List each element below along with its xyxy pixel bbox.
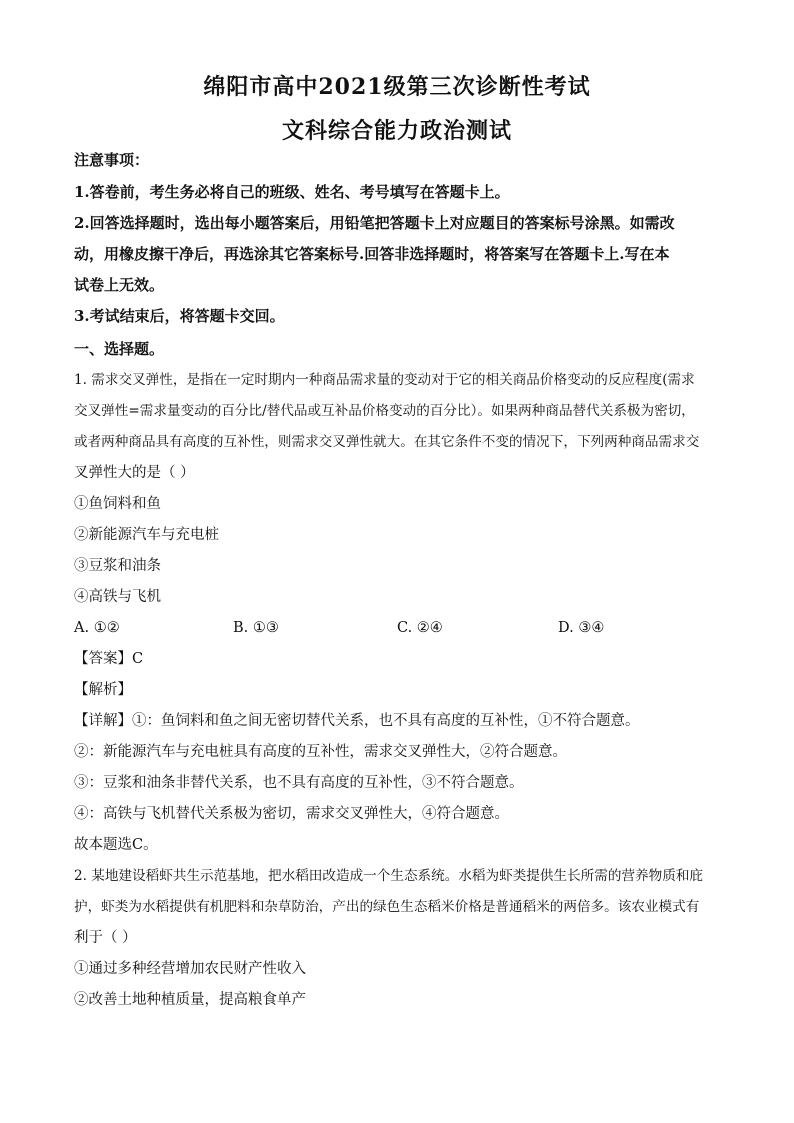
section-title: 一、选择题。 [74,340,165,358]
question-1-analysis-line: ②：新能源汽车与充电桩具有高度的互补性，需求交叉弹性大，②符合题意。 [74,744,567,760]
question-1-analysis-line: 【详解】①：鱼饲料和鱼之间无密切替代关系，也不具有高度的互补性，①不符合题意。 [74,713,640,729]
question-2-stem-line: 利于（ ） [74,930,137,946]
notice-line: 2.回答选择题时，选出每小题答案后，用铅笔把答题卡上对应题目的答案标号涂黑。如需改 [74,214,675,232]
question-1-analysis-line: ④：高铁与飞机替代关系极为密切，需求交叉弹性大，④符合题意。 [74,806,509,822]
question-1-option-a: A. ①② [74,620,120,636]
question-1-answer: 【答案】C [74,651,144,667]
question-1-option-b: B. ①③ [233,620,279,636]
question-1-item: ①鱼饲料和鱼 [74,496,161,512]
question-1-item: ②新能源汽车与充电桩 [74,527,219,543]
question-1-stem-line: 叉弹性大的是（ ） [74,465,195,481]
question-1-analysis-heading: 【解析】 [74,682,132,698]
question-1-stem-line: 交叉弹性=需求量变动的百分比/替代品或互补品价格变动的百分比）。如果两种商品替代关系极为密切， [74,403,695,419]
notice-heading: 注意事项： [74,151,150,169]
notice-line: 3.考试结束后，将答题卡交回。 [74,307,285,325]
exam-subtitle: 文科综合能力政治测试 [281,118,512,144]
question-1-stem-line: 或者两种商品具有高度的互补性，则需求交叉弹性就大。在其它条件不变的情况下，下列两种商品需求交 [74,434,700,450]
notice-line: 试卷上无效。 [74,276,165,294]
question-1-option-c: C. ②④ [397,620,443,636]
question-2-stem-line: 2. 某地建设稻虾共生示范基地，把水稻田改造成一个生态系统。水稻为虾类提供生长所需的营养物质和庇 [74,868,704,884]
question-2-stem-line: 护，虾类为水稻提供有机肥料和杂草防治，产出的绿色生态稻米价格是普通稻米的两倍多。该农业模式有 [74,899,700,915]
question-1-item: ④高铁与飞机 [74,589,161,605]
question-1-option-d: D. ③④ [558,620,605,636]
exam-title: 绵阳市高中2021级第三次诊断性考试 [203,74,591,100]
question-1-item: ③豆浆和油条 [74,558,161,574]
question-1-analysis-line: ③：豆浆和油条非替代关系，也不具有高度的互补性，③不符合题意。 [74,775,524,791]
notice-line: 1.答卷前，考生务必将自己的班级、姓名、考号填写在答题卡上。 [74,183,510,201]
notice-line: 动，用橡皮擦干净后，再选涂其它答案标号.回答非选择题时，将答案写在答题卡上.写在本 [74,245,670,263]
question-1-stem-line: 1. 需求交叉弹性，是指在一定时期内一种商品需求量的变动对于它的相关商品价格变动的反应程度(需求 [74,372,695,388]
question-1-analysis-line: 故本题选C。 [74,837,158,853]
question-2-item: ①通过多种经营增加农民财产性收入 [74,961,306,977]
question-2-item: ②改善土地种植质量，提高粮食单产 [74,992,306,1008]
